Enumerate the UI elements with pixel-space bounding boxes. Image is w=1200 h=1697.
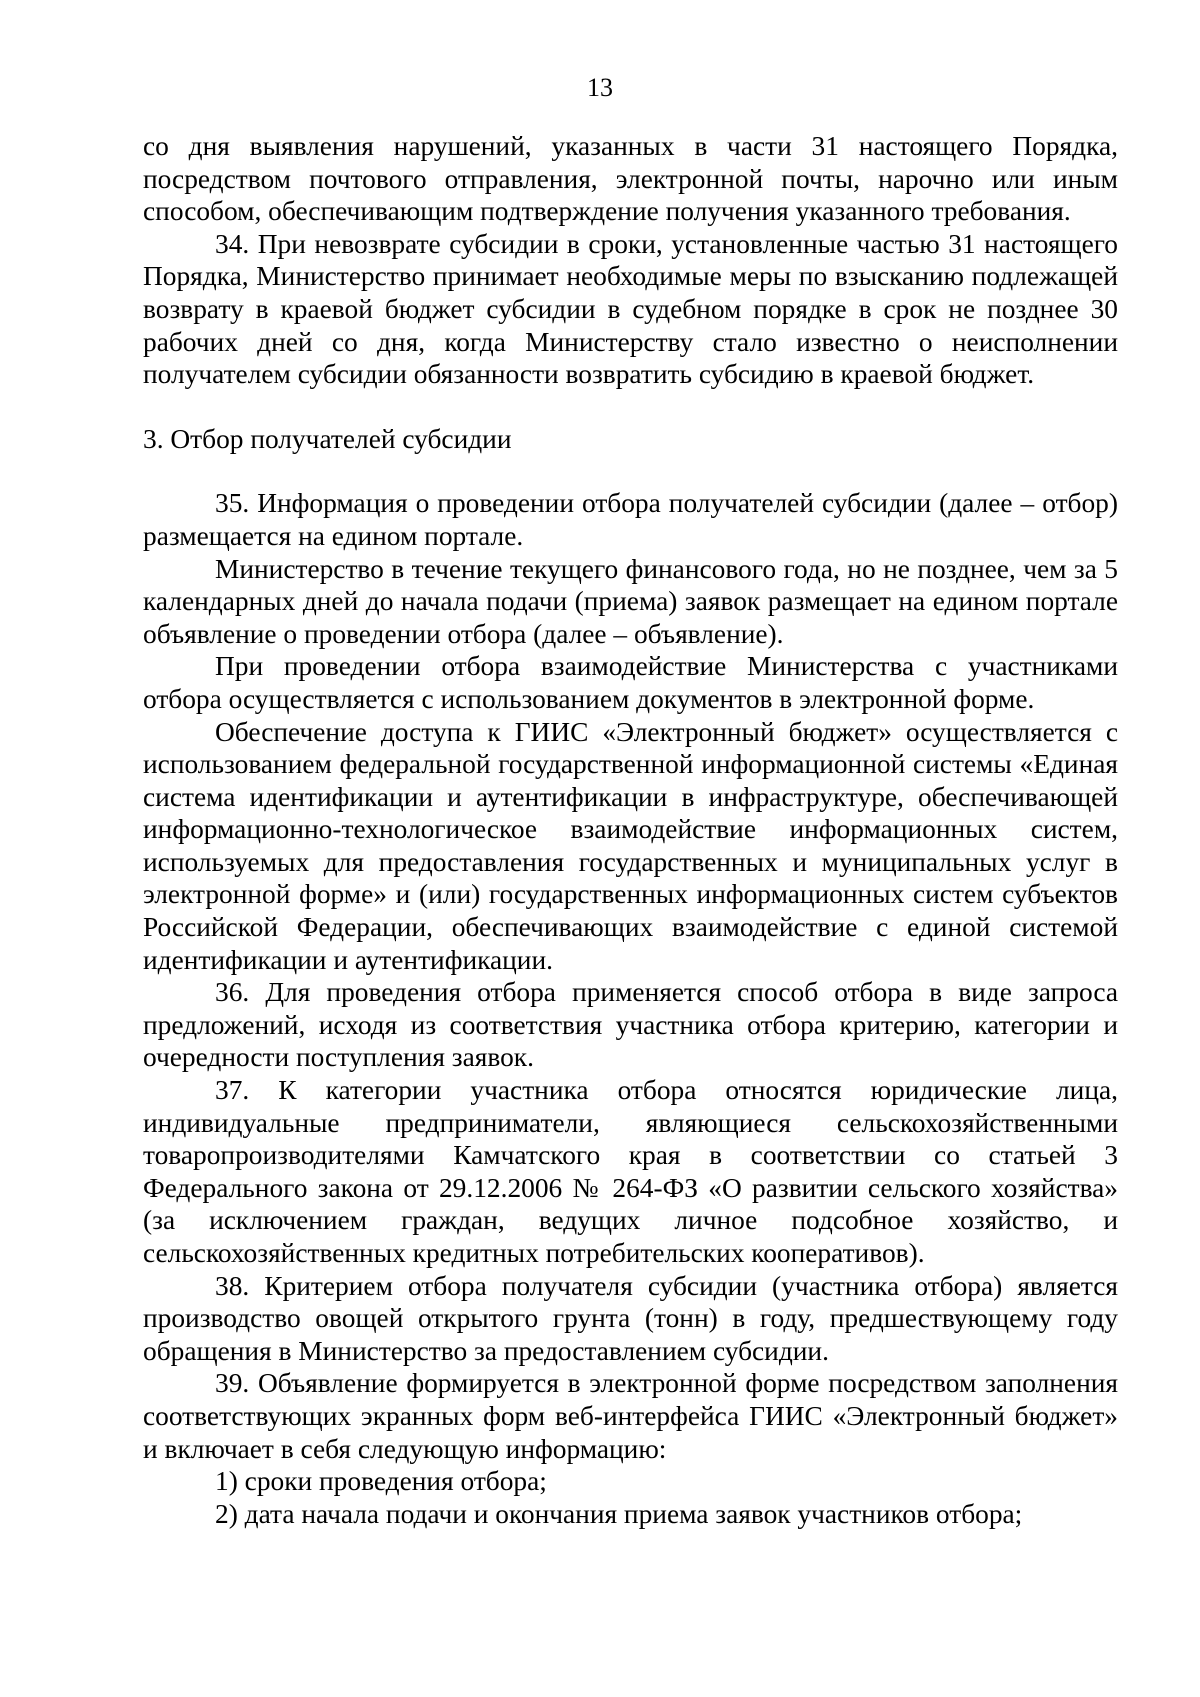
list-item: 1) сроки проведения отбора; bbox=[215, 1466, 547, 1497]
list-item: 2) дата начала подачи и окончания приема заявок участников отбора; bbox=[215, 1498, 1023, 1529]
paragraph-34: 34. При невозврате субсидии в сроки, установленные частью 31 настоящего Порядка, Министерство принимает необходимые меры по взысканию подлежащей возврату в краевой бюджет субсидии в судебном порядке в срок не позднее 30 рабочих дней со дня, когда Министерству стало известно о неисполнении получателем субсидии обязанности возвратить субсидию в краевой бюджет. bbox=[143, 228, 1118, 390]
paragraph-35: 35. Информация о проведении отбора получателей субсидии (далее – отбор) размещается на едином портале. bbox=[143, 488, 1118, 551]
page-number: 13 bbox=[587, 73, 613, 102]
paragraph-continuation: со дня выявления нарушений, указанных в части 31 настоящего Порядка, посредством почтового отправления, электронной почты, нарочно или иным способом, обеспечивающим подтверждение получения указанного требования. bbox=[143, 131, 1118, 227]
section-heading: 3. Отбор получателей субсидии bbox=[143, 423, 512, 454]
paragraph-35-interaction: При проведении отбора взаимодействие Министерства с участниками отбора осуществляется с использованием документов в электронной форме. bbox=[143, 651, 1118, 714]
document-body bbox=[143, 130, 1118, 1530]
paragraph-35-access: Обеспечение доступа к ГИИС «Электронный бюджет» осуществляется с использованием федеральной государственной информационной системы «Единая система идентификации и аутентификации в инфраструктуре, обеспечивающей информационно-технологическое взаимодействие информационных систем, используемых для предоставления государственных и муниципальных услуг в электронной форме» и (или) государственных информационных систем субъектов Российской Федерации, обеспечивающих взаимодействие с единой системой идентификации и аутентификации. bbox=[143, 716, 1118, 975]
paragraph-37: 37. К категории участника отбора относятся юридические лица, индивидуальные предприниматели, являющиеся сельскохозяйственными товаропроизводителями Камчатского края в соответствии со статьей 3 Федерального закона от 29.12.2006 № 264-ФЗ «О развитии сельского хозяйства» (за исключением граждан, ведущих личное подсобное хозяйство, и сельскохозяйственных кредитных потребительских кооперативов). bbox=[143, 1075, 1118, 1268]
paragraph-39: 39. Объявление формируется в электронной форме посредством заполнения соответствующих экранных форм веб-интерфейса ГИИС «Электронный бюджет» и включает в себя следующую информацию: bbox=[143, 1368, 1118, 1464]
paragraph-38: 38. Критерием отбора получателя субсидии (участника отбора) является производство овощей открытого грунта (тонн) в году, предшествующему году обращения в Министерство за предоставлением субсидии. bbox=[143, 1270, 1118, 1366]
paragraph-35-announcement: Министерство в течение текущего финансового года, но не позднее, чем за 5 календарных дней до начала подачи (приема) заявок размещает на едином портале объявление о проведении отбора (далее – объявление). bbox=[143, 553, 1118, 649]
paragraph-36: 36. Для проведения отбора применяется способ отбора в виде запроса предложений, исходя из соответствия участника отбора критерию, категории и очередности поступления заявок. bbox=[143, 977, 1118, 1073]
